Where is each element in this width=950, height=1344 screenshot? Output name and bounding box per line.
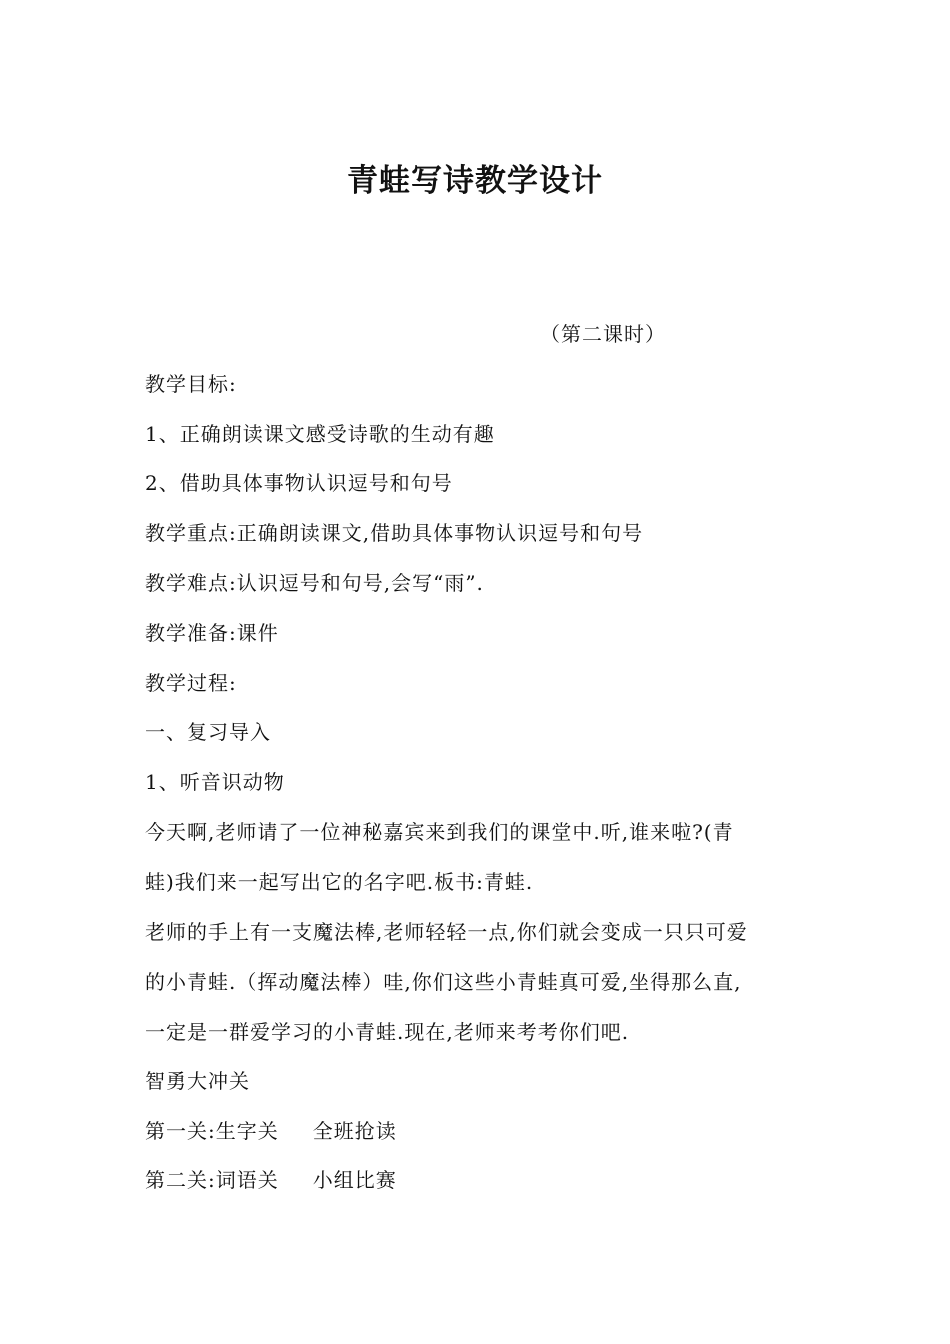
- paragraph-2-line-2: 的小青蛙.（挥动魔法棒）哇,你们这些小青蛙真可爱,坐得那么直,: [145, 970, 742, 994]
- session-label: （第二课时）: [540, 322, 666, 346]
- difficulties: 教学难点:认识逗号和句号,会写“雨”.: [145, 571, 484, 595]
- preparation: 教学准备:课件: [145, 621, 279, 645]
- paragraph-2-line-3: 一定是一群爱学习的小青蛙.现在,老师来考考你们吧.: [145, 1020, 630, 1044]
- section-heading-1: 一、复习导入: [145, 720, 271, 744]
- objective-item-1: 1、正确朗读课文感受诗歌的生动有趣: [145, 422, 495, 446]
- level-2-activity: 小组比赛: [312, 1168, 397, 1192]
- key-points: 教学重点:正确朗读课文,借助具体事物认识逗号和句号: [145, 521, 644, 545]
- level-1-label: 第一关:生字关: [145, 1119, 279, 1143]
- objectives-heading: 教学目标:: [145, 372, 237, 396]
- level-1-row: [145, 1115, 825, 1147]
- level-1-activity: 全班抢读: [312, 1119, 397, 1143]
- level-2-row: [145, 1164, 825, 1196]
- paragraph-1-line-1: 今天啊,老师请了一位神秘嘉宾来到我们的课堂中.听,谁来啦?(青: [145, 820, 734, 844]
- document-title: 青蛙写诗教学设计: [347, 163, 603, 199]
- step-heading-1: 1、听音识动物: [145, 770, 285, 794]
- paragraph-2-line-1: 老师的手上有一支魔法棒,老师轻轻一点,你们就会变成一只只可爱: [145, 920, 748, 944]
- process-heading: 教学过程:: [145, 671, 237, 695]
- paragraph-1-line-2: 蛙)我们来一起写出它的名字吧.板书:青蛙.: [145, 870, 534, 894]
- objective-item-2: 2、借助具体事物认识逗号和句号: [145, 471, 453, 495]
- level-2-label: 第二关:词语关: [145, 1168, 279, 1192]
- challenge-heading: 智勇大冲关: [145, 1069, 250, 1093]
